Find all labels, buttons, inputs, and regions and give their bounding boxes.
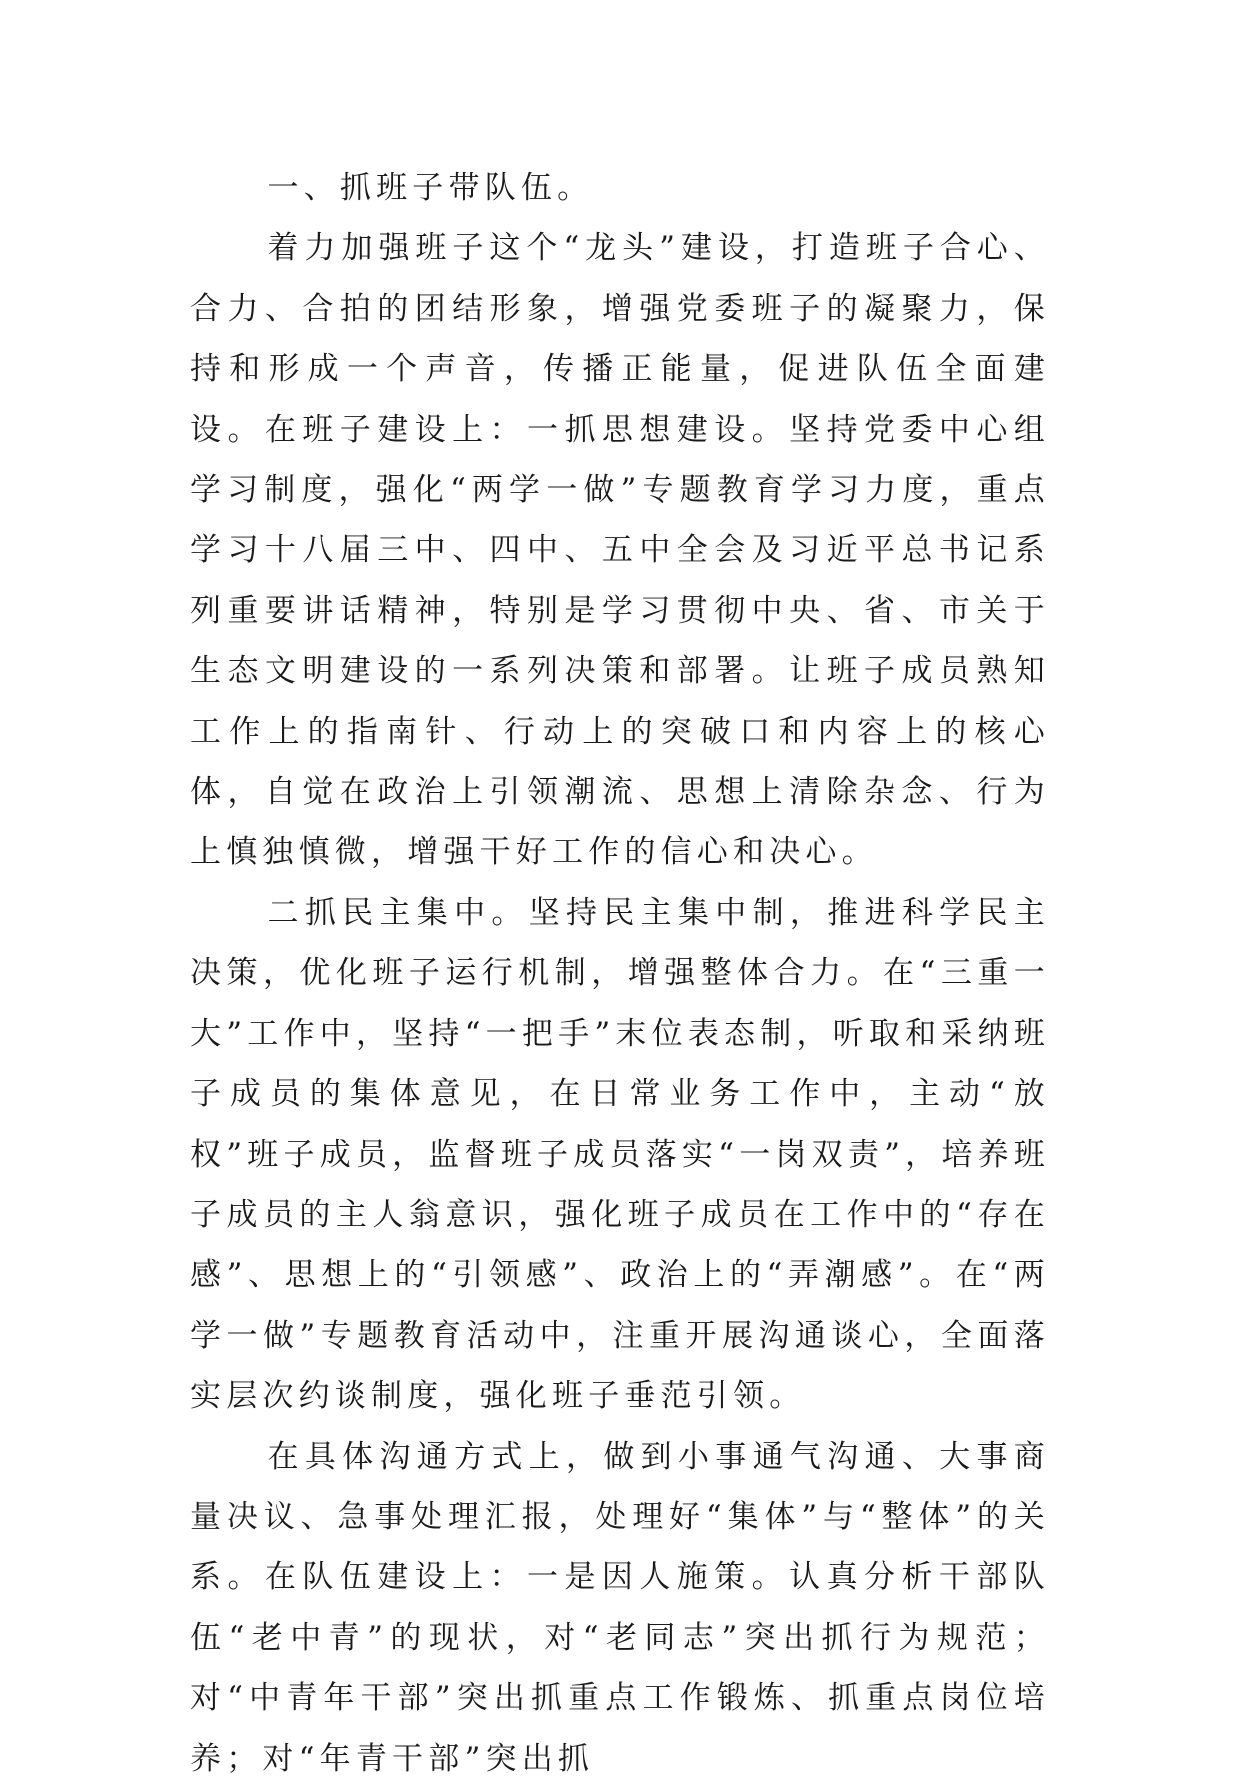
body-paragraph: 二抓民主集中。坚持民主集中制，推进科学民主决策，优化班子运行机制，增强整体合力。在“三重一大”工作中，坚持“一把手”末位表态制，听取和采纳班子成员的集体意见，在日常业务工作中，主动“放权”班子成员，监督班子成员落实“一岗双责”，培养班子成员的主人翁意识，强化班子成员在工作中的“存在感”、思想上的“引领感”、政治上的“弄潮感”。在“两学一做”专题教育活动中，注重开展沟通谈心，全面落实层次约谈制度，强化班子垂范引领。: [190, 894, 1050, 1415]
document-body: [190, 158, 1050, 1789]
body-paragraph: 在具体沟通方式上，做到小事通气沟通、大事商量决议、急事处理汇报，处理好“集体”与“整体”的关系。在队伍建设上：一是因人施策。认真分析干部队伍“老中青”的现状，对“老同志”突出抓行为规范；对“中青年干部”突出抓重点工作锻炼、抓重点岗位培养；对“年青干部”突出抓: [190, 1438, 1050, 1777]
heading-paragraph: 一、抓班子带队伍。: [267, 170, 594, 206]
body-paragraph: 着力加强班子这个“龙头”建设，打造班子合心、合力、合拍的团结形象，增强党委班子的凝聚力，保持和形成一个声音，传播正能量，促进队伍全面建设。在班子建设上：一抓思想建设。坚持党委中心组学习制度，强化“两学一做”专题教育学习力度，重点学习十八届三中、四中、五中全会及习近平总书记系列重要讲话精神，特别是学习贯彻中央、省、市关于生态文明建设的一系列决策和部署。让班子成员熟知工作上的指南针、行动上的突破口和内容上的核心体，自觉在政治上引领潮流、思想上清除杂念、行为上慎独慎微，增强干好工作的信心和决心。: [190, 230, 1050, 871]
